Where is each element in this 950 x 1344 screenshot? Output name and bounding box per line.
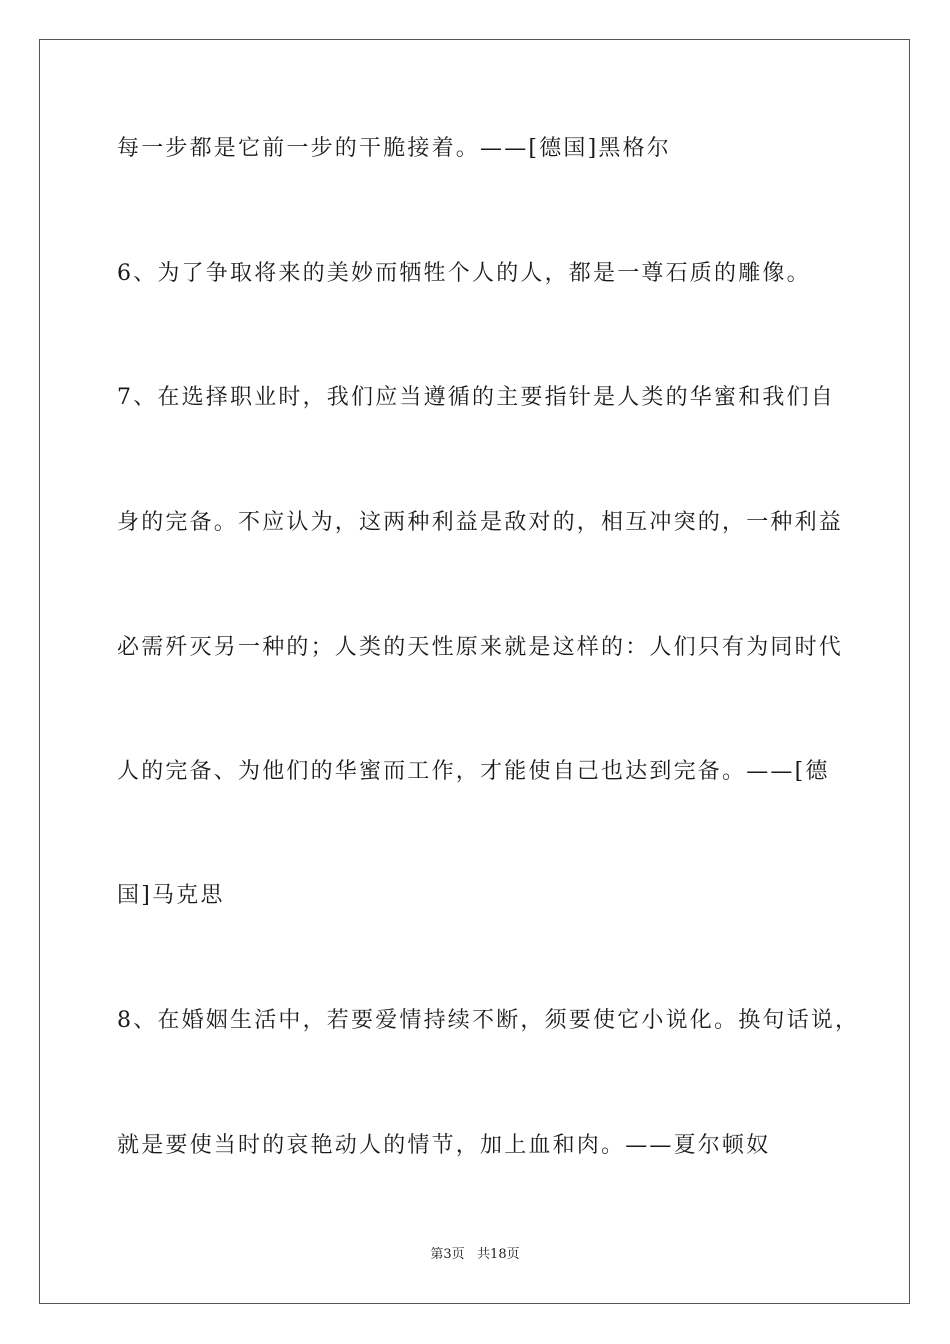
text-line-3: 7、在选择职业时，我们应当遵循的主要指针是人类的华蜜和我们自 xyxy=(117,385,835,410)
text-line-9: 就是要使当时的哀艳动人的情节，加上血和肉。——夏尔顿奴 xyxy=(117,1133,771,1158)
page-number-footer: 第3页 共18页 xyxy=(430,1247,520,1262)
text-line-7: 国]马克思 xyxy=(117,883,225,908)
text-line-8: 8、在婚姻生活中，若要爱情持续不断，须要使它小说化。换句话说， xyxy=(117,1008,860,1033)
text-line-2: 6、为了争取将来的美妙而牺牲个人的人，都是一尊石质的雕像。 xyxy=(117,261,811,286)
text-line-6: 人的完备、为他们的华蜜而工作，才能使自己也达到完备。——[德 xyxy=(117,759,830,784)
text-line-5: 必需歼灭另一种的；人类的天性原来就是这样的：人们只有为同时代 xyxy=(117,635,844,660)
page-border xyxy=(39,39,910,1304)
text-line-1: 每一步都是它前一步的干脆接着。——[德国]黑格尔 xyxy=(117,136,671,161)
text-line-4: 身的完备。不应认为，这两种利益是敌对的，相互冲突的，一种利益 xyxy=(117,510,844,535)
